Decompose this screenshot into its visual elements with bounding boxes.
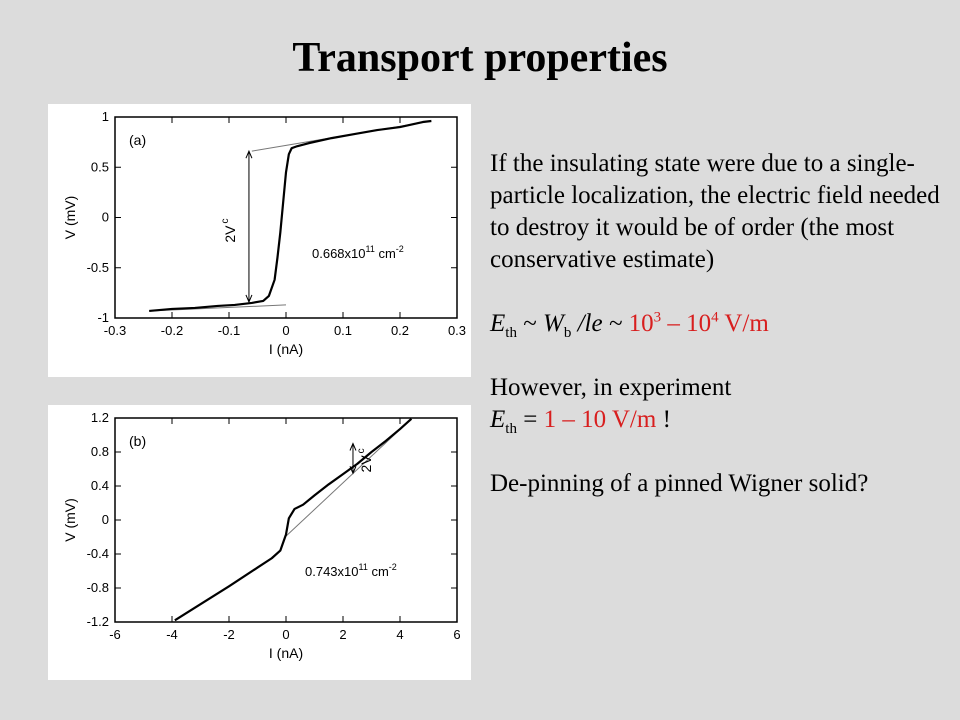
formula-le-term: /le ~: [571, 310, 629, 337]
panel-label: (b): [129, 433, 147, 449]
y-tick-label: 1: [101, 109, 109, 124]
x-tick-label: 4: [396, 627, 404, 642]
y-tick-label: 0: [101, 512, 109, 527]
y-tick-label: 0.4: [90, 478, 109, 493]
slide-title: Transport properties: [292, 35, 668, 81]
x-axis-label: I (nA): [268, 645, 304, 661]
chart-panel-b: [48, 405, 471, 680]
x-tick-label: 2: [339, 627, 347, 642]
y-tick-label: -1.2: [86, 614, 109, 629]
formula2-exclamation: !: [656, 406, 671, 433]
density-exponent: 11: [358, 562, 368, 572]
x-tick-label: 0.3: [447, 323, 467, 338]
y-tick-label: 1.2: [90, 410, 109, 425]
y-tick-label: 0.5: [90, 159, 109, 175]
x-tick-label: -0.1: [217, 323, 241, 338]
density-mantissa: 0.743x10: [305, 564, 359, 579]
density-annotation: [305, 562, 397, 579]
x-tick-label: 6: [453, 627, 461, 642]
explanation-text: [490, 148, 950, 500]
x-tick-label: -0.2: [160, 323, 184, 338]
density-unit-exponent: -2: [388, 562, 397, 572]
density-unit: cm: [374, 246, 396, 261]
formula-estimate: [490, 308, 950, 340]
formula-experiment-value: 1 – 10 V/m: [543, 406, 657, 433]
formula-approx: ~: [516, 310, 543, 337]
x-tick-label: 0.1: [333, 323, 353, 338]
depinning-question: De-pinning of a pinned Wigner solid?: [490, 470, 869, 497]
x-tick-label: -6: [109, 627, 121, 642]
density-mantissa: 0.668x10: [312, 246, 366, 261]
formula-e-symbol: E: [490, 310, 506, 337]
iv-series-line: [149, 121, 431, 311]
panel-label: (a): [129, 132, 147, 148]
formula2-equals: =: [516, 406, 544, 433]
y-tick-label: -0.8: [86, 580, 109, 595]
x-tick-label: 0.2: [390, 323, 410, 338]
gap-label-main: 2V: [221, 225, 238, 243]
formula-w-symbol: W: [542, 310, 564, 337]
formula2-e-subscript: th: [505, 421, 517, 437]
y-tick-label: -1: [97, 310, 109, 325]
iv-series-line: [175, 419, 412, 620]
density-unit-exponent: -2: [395, 244, 404, 254]
x-tick-label: 0: [282, 627, 290, 642]
y-tick-label: 0: [101, 209, 109, 225]
formula-experiment: [490, 404, 950, 436]
gap-label-main: 2V: [357, 455, 374, 473]
density-exponent: 11: [365, 244, 375, 254]
y-axis-label: V (mV): [62, 498, 78, 542]
gap-label-subscript: c: [219, 218, 231, 224]
plot-frame: [115, 418, 457, 622]
x-tick-label: -4: [166, 627, 178, 642]
iv-curve-chart-b: [48, 405, 471, 680]
formula-w-subscript: b: [563, 325, 572, 341]
density-unit: cm: [367, 564, 389, 579]
gap-label: [220, 218, 238, 242]
experiment-intro: However, in experiment: [490, 374, 732, 401]
y-tick-label: 0.8: [90, 444, 109, 459]
formula-estimate-value: $10^3 - 10^4$ V/m: [628, 309, 769, 337]
x-tick-label: -0.3: [103, 323, 127, 338]
formula-e-subscript: th: [505, 325, 517, 341]
x-axis-label: I (nA): [268, 341, 304, 357]
paragraph-localization: If the insulating state were due to a single-particle localization, the electric field needed to destroy it would be of order (the most conservative estimate): [490, 150, 940, 273]
y-tick-label: -0.4: [86, 546, 109, 561]
formula2-e-symbol: E: [490, 406, 506, 433]
gap-label-subscript: c: [355, 448, 367, 454]
chart-panel-a: [48, 104, 471, 377]
y-axis-label: V (mV): [62, 195, 78, 240]
density-annotation: [312, 244, 404, 261]
x-tick-label: -2: [223, 627, 235, 642]
x-tick-label: 0: [282, 323, 290, 338]
plot-frame: [115, 117, 457, 318]
y-tick-label: -0.5: [86, 259, 109, 275]
iv-curve-chart-a: [48, 104, 471, 377]
